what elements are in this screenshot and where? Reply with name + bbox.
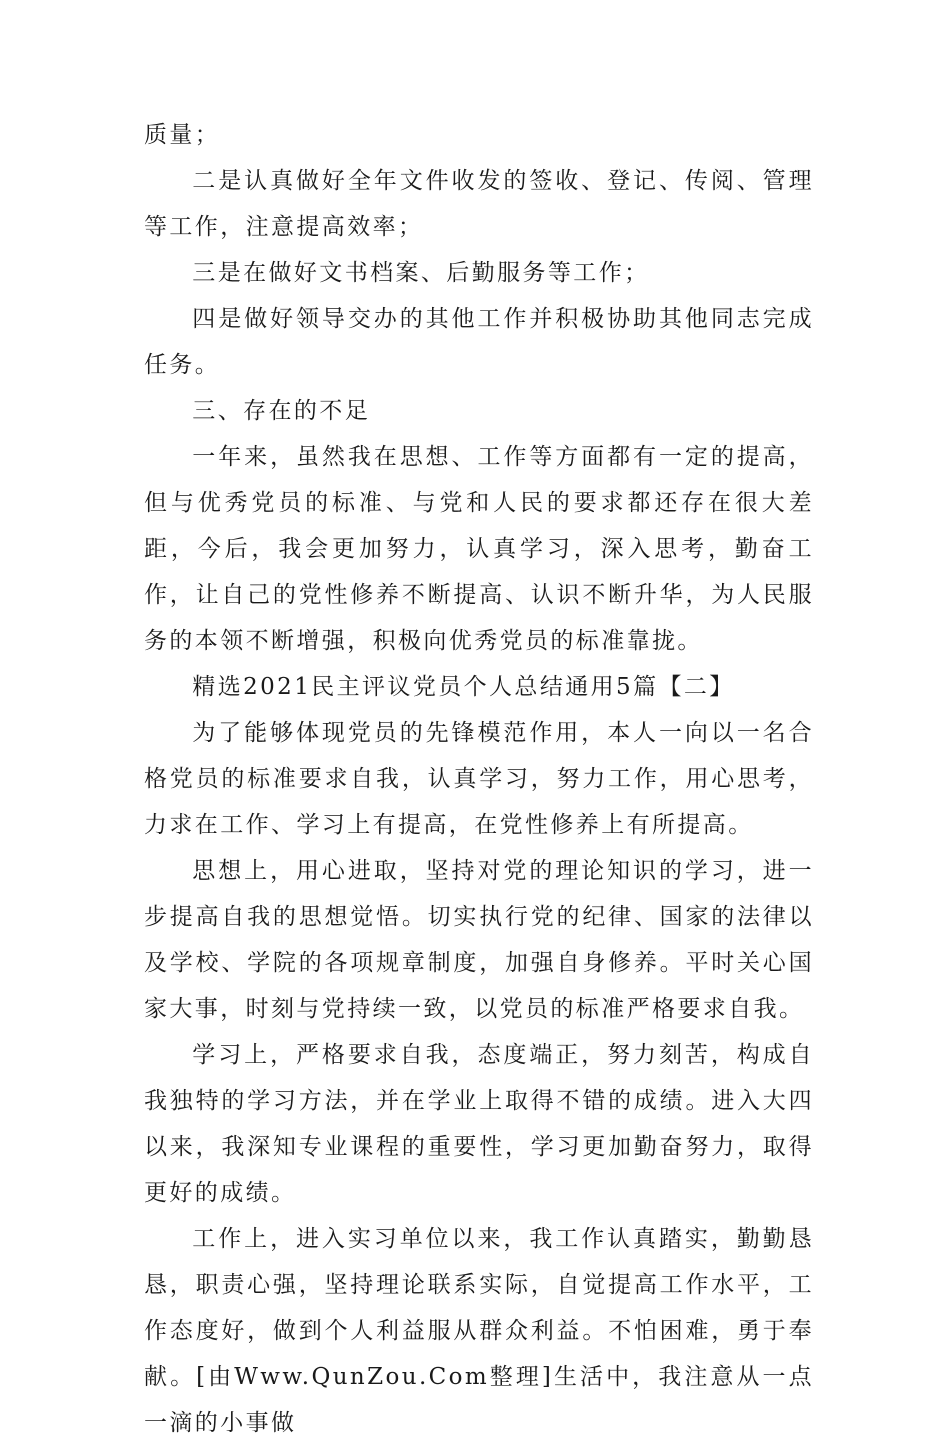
paragraph-thought: 思想上，用心进取，坚持对党的理论知识的学习，进一步提高自我的思想觉悟。切实执行党的纪律、国家的法律以及学校、学院的各项规章制度，加强自身修养。平时关心国家大事，时刻与党持续一致，以党员的标准严格要求自我。 xyxy=(144,858,814,1022)
section-heading-part-two: 精选2021民主评议党员个人总结通用5篇【二】 xyxy=(192,674,735,700)
section-heading-shortcomings: 三、存在的不足 xyxy=(192,398,371,424)
paragraph-intro: 为了能够体现党员的先锋模范作用，本人一向以一名合格党员的标准要求自我，认真学习，努力工作，用心思考，力求在工作、学习上有提高，在党性修养上有所提高。 xyxy=(144,720,814,838)
paragraph-quality-end: 质量； xyxy=(144,122,221,148)
paragraph-shortcomings: 一年来，虽然我在思想、工作等方面都有一定的提高，但与优秀党员的标准、与党和人民的要求都还存在很大差距，今后，我会更加努力，认真学习，深入思考，勤奋工作，让自己的党性修养不断提高、认识不断升华，为人民服务的本领不断增强，积极向优秀党员的标准靠拢。 xyxy=(144,444,814,654)
paragraph-study: 学习上，严格要求自我，态度端正，努力刻苦，构成自我独特的学习方法，并在学业上取得不错的成绩。进入大四以来，我深知专业课程的重要性，学习更加勤奋努力，取得更好的成绩。 xyxy=(144,1042,814,1206)
paragraph-item-four: 四是做好领导交办的其他工作并积极协助其他同志完成任务。 xyxy=(144,306,814,378)
document-body xyxy=(144,112,814,1446)
paragraph-item-three: 三是在做好文书档案、后勤服务等工作； xyxy=(192,260,650,286)
paragraph-item-two: 二是认真做好全年文件收发的签收、登记、传阅、管理等工作，注意提高效率； xyxy=(144,168,814,240)
paragraph-work: 工作上，进入实习单位以来，我工作认真踏实，勤勤恳恳，职责心强，坚持理论联系实际，自觉提高工作水平，工作态度好，做到个人利益服从群众利益。不怕困难，勇于奉献。[由Www.QunZou.Com整理]生活中，我注意从一点一滴的小事做 xyxy=(144,1226,814,1436)
